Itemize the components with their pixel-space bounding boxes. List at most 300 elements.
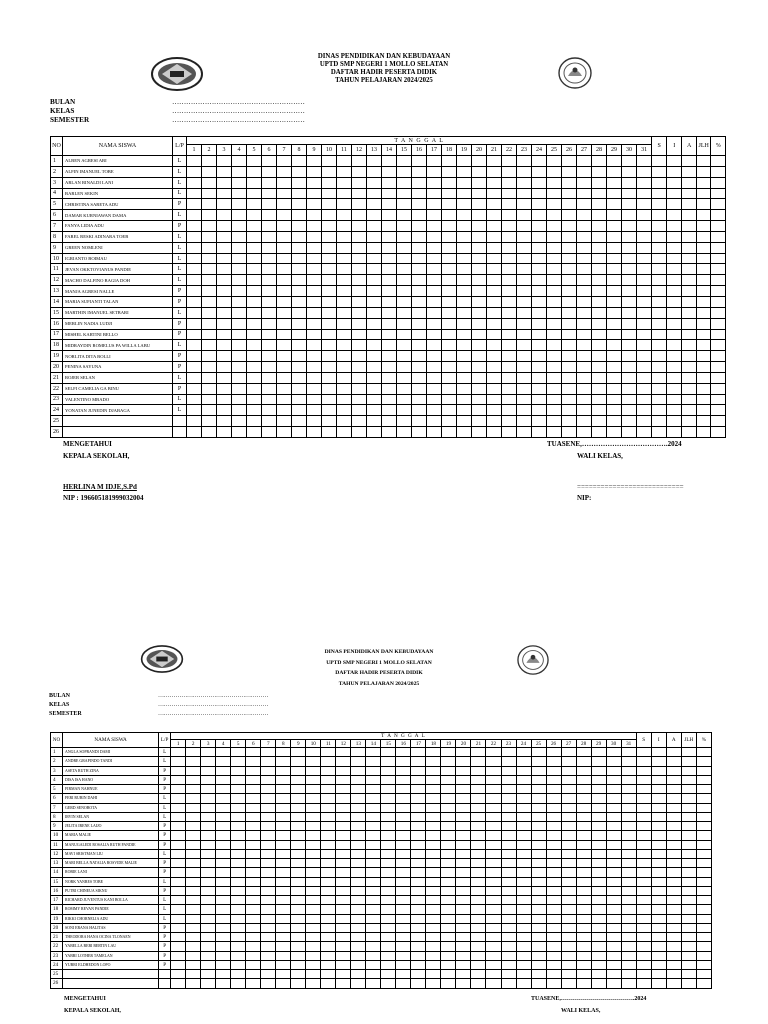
- attendance-cell[interactable]: [381, 960, 396, 969]
- attendance-cell[interactable]: [501, 951, 516, 960]
- attendance-cell[interactable]: [186, 942, 201, 951]
- attendance-cell[interactable]: [291, 923, 306, 932]
- attendance-cell[interactable]: [292, 296, 307, 307]
- summary-i-cell[interactable]: [667, 221, 682, 232]
- summary-i-cell[interactable]: [651, 970, 666, 979]
- summary-a-cell[interactable]: [666, 942, 681, 951]
- attendance-cell[interactable]: [337, 427, 352, 438]
- summary-s-cell[interactable]: [652, 351, 667, 362]
- attendance-cell[interactable]: [621, 775, 636, 784]
- attendance-cell[interactable]: [367, 329, 382, 340]
- summary-a-cell[interactable]: [666, 979, 681, 988]
- attendance-cell[interactable]: [382, 286, 397, 297]
- attendance-cell[interactable]: [396, 859, 411, 868]
- attendance-cell[interactable]: [276, 794, 291, 803]
- attendance-cell[interactable]: [202, 253, 217, 264]
- attendance-cell[interactable]: [231, 905, 246, 914]
- attendance-cell[interactable]: [366, 766, 381, 775]
- summary-pct-cell[interactable]: [711, 264, 726, 275]
- summary-i-cell[interactable]: [667, 156, 682, 167]
- attendance-cell[interactable]: [276, 960, 291, 969]
- attendance-cell[interactable]: [457, 405, 472, 416]
- attendance-cell[interactable]: [202, 177, 217, 188]
- attendance-cell[interactable]: [322, 329, 337, 340]
- attendance-cell[interactable]: [547, 296, 562, 307]
- attendance-cell[interactable]: [456, 849, 471, 858]
- attendance-cell[interactable]: [411, 812, 426, 821]
- attendance-cell[interactable]: [547, 329, 562, 340]
- attendance-cell[interactable]: [382, 329, 397, 340]
- attendance-cell[interactable]: [577, 307, 592, 318]
- attendance-cell[interactable]: [187, 188, 202, 199]
- attendance-cell[interactable]: [516, 886, 531, 895]
- attendance-cell[interactable]: [456, 933, 471, 942]
- attendance-cell[interactable]: [277, 351, 292, 362]
- attendance-cell[interactable]: [307, 177, 322, 188]
- attendance-cell[interactable]: [171, 831, 186, 840]
- attendance-cell[interactable]: [321, 757, 336, 766]
- attendance-cell[interactable]: [606, 757, 621, 766]
- attendance-cell[interactable]: [291, 794, 306, 803]
- attendance-cell[interactable]: [276, 896, 291, 905]
- attendance-cell[interactable]: [606, 877, 621, 886]
- attendance-cell[interactable]: [202, 296, 217, 307]
- attendance-cell[interactable]: [637, 362, 652, 373]
- attendance-cell[interactable]: [487, 210, 502, 221]
- attendance-cell[interactable]: [621, 785, 636, 794]
- attendance-cell[interactable]: [291, 896, 306, 905]
- attendance-cell[interactable]: [231, 766, 246, 775]
- summary-jlh-cell[interactable]: [697, 253, 711, 264]
- attendance-cell[interactable]: [592, 405, 607, 416]
- summary-jlh-cell[interactable]: [681, 812, 696, 821]
- attendance-cell[interactable]: [366, 785, 381, 794]
- attendance-cell[interactable]: [547, 264, 562, 275]
- attendance-cell[interactable]: [441, 951, 456, 960]
- attendance-cell[interactable]: [532, 275, 547, 286]
- attendance-cell[interactable]: [337, 188, 352, 199]
- attendance-cell[interactable]: [292, 405, 307, 416]
- attendance-cell[interactable]: [231, 840, 246, 849]
- attendance-cell[interactable]: [396, 831, 411, 840]
- summary-i-cell[interactable]: [651, 775, 666, 784]
- attendance-cell[interactable]: [517, 416, 532, 427]
- attendance-cell[interactable]: [486, 868, 501, 877]
- attendance-cell[interactable]: [412, 351, 427, 362]
- attendance-cell[interactable]: [621, 979, 636, 988]
- attendance-cell[interactable]: [277, 275, 292, 286]
- attendance-cell[interactable]: [322, 275, 337, 286]
- attendance-cell[interactable]: [381, 766, 396, 775]
- attendance-cell[interactable]: [426, 840, 441, 849]
- attendance-cell[interactable]: [367, 264, 382, 275]
- attendance-cell[interactable]: [217, 188, 232, 199]
- attendance-cell[interactable]: [591, 877, 606, 886]
- attendance-cell[interactable]: [637, 394, 652, 405]
- attendance-cell[interactable]: [486, 766, 501, 775]
- attendance-cell[interactable]: [232, 405, 247, 416]
- attendance-cell[interactable]: [576, 766, 591, 775]
- summary-i-cell[interactable]: [651, 923, 666, 932]
- attendance-cell[interactable]: [411, 803, 426, 812]
- attendance-cell[interactable]: [231, 914, 246, 923]
- summary-i-cell[interactable]: [651, 757, 666, 766]
- attendance-cell[interactable]: [502, 199, 517, 210]
- attendance-cell[interactable]: [622, 296, 637, 307]
- attendance-cell[interactable]: [382, 340, 397, 351]
- summary-s-cell[interactable]: [652, 296, 667, 307]
- attendance-cell[interactable]: [322, 156, 337, 167]
- attendance-cell[interactable]: [396, 794, 411, 803]
- attendance-cell[interactable]: [456, 859, 471, 868]
- attendance-cell[interactable]: [411, 859, 426, 868]
- attendance-cell[interactable]: [502, 221, 517, 232]
- attendance-cell[interactable]: [622, 351, 637, 362]
- attendance-cell[interactable]: [321, 831, 336, 840]
- attendance-cell[interactable]: [322, 177, 337, 188]
- attendance-cell[interactable]: [621, 831, 636, 840]
- attendance-cell[interactable]: [546, 979, 561, 988]
- attendance-cell[interactable]: [486, 757, 501, 766]
- attendance-cell[interactable]: [397, 286, 412, 297]
- attendance-cell[interactable]: [546, 923, 561, 932]
- summary-i-cell[interactable]: [667, 242, 682, 253]
- attendance-cell[interactable]: [292, 156, 307, 167]
- attendance-cell[interactable]: [396, 822, 411, 831]
- attendance-cell[interactable]: [202, 318, 217, 329]
- attendance-cell[interactable]: [261, 859, 276, 868]
- attendance-cell[interactable]: [456, 905, 471, 914]
- attendance-cell[interactable]: [607, 383, 622, 394]
- attendance-cell[interactable]: [322, 253, 337, 264]
- attendance-cell[interactable]: [577, 351, 592, 362]
- attendance-cell[interactable]: [186, 803, 201, 812]
- attendance-cell[interactable]: [591, 951, 606, 960]
- attendance-cell[interactable]: [291, 812, 306, 821]
- attendance-cell[interactable]: [291, 942, 306, 951]
- attendance-cell[interactable]: [472, 210, 487, 221]
- attendance-cell[interactable]: [231, 942, 246, 951]
- attendance-cell[interactable]: [321, 849, 336, 858]
- attendance-cell[interactable]: [321, 822, 336, 831]
- attendance-cell[interactable]: [427, 394, 442, 405]
- attendance-cell[interactable]: [216, 803, 231, 812]
- attendance-cell[interactable]: [501, 859, 516, 868]
- attendance-cell[interactable]: [292, 427, 307, 438]
- attendance-cell[interactable]: [397, 296, 412, 307]
- attendance-cell[interactable]: [577, 427, 592, 438]
- attendance-cell[interactable]: [607, 405, 622, 416]
- attendance-cell[interactable]: [546, 757, 561, 766]
- attendance-cell[interactable]: [232, 394, 247, 405]
- attendance-cell[interactable]: [592, 264, 607, 275]
- attendance-cell[interactable]: [426, 831, 441, 840]
- summary-jlh-cell[interactable]: [681, 748, 696, 757]
- summary-s-cell[interactable]: [652, 405, 667, 416]
- attendance-cell[interactable]: [396, 896, 411, 905]
- attendance-cell[interactable]: [217, 199, 232, 210]
- attendance-cell[interactable]: [576, 923, 591, 932]
- attendance-cell[interactable]: [532, 394, 547, 405]
- attendance-cell[interactable]: [262, 253, 277, 264]
- attendance-cell[interactable]: [276, 923, 291, 932]
- attendance-cell[interactable]: [576, 794, 591, 803]
- attendance-cell[interactable]: [501, 923, 516, 932]
- attendance-cell[interactable]: [532, 253, 547, 264]
- attendance-cell[interactable]: [276, 812, 291, 821]
- attendance-cell[interactable]: [546, 785, 561, 794]
- attendance-cell[interactable]: [336, 979, 351, 988]
- attendance-cell[interactable]: [171, 849, 186, 858]
- attendance-cell[interactable]: [471, 905, 486, 914]
- attendance-cell[interactable]: [217, 166, 232, 177]
- attendance-cell[interactable]: [202, 210, 217, 221]
- attendance-cell[interactable]: [427, 427, 442, 438]
- attendance-cell[interactable]: [577, 329, 592, 340]
- attendance-cell[interactable]: [381, 840, 396, 849]
- summary-jlh-cell[interactable]: [697, 340, 711, 351]
- attendance-cell[interactable]: [486, 960, 501, 969]
- attendance-cell[interactable]: [622, 199, 637, 210]
- attendance-cell[interactable]: [532, 383, 547, 394]
- attendance-cell[interactable]: [427, 372, 442, 383]
- attendance-cell[interactable]: [337, 221, 352, 232]
- summary-pct-cell[interactable]: [696, 803, 711, 812]
- attendance-cell[interactable]: [291, 831, 306, 840]
- attendance-cell[interactable]: [217, 362, 232, 373]
- attendance-cell[interactable]: [517, 329, 532, 340]
- attendance-cell[interactable]: [381, 803, 396, 812]
- attendance-cell[interactable]: [292, 275, 307, 286]
- summary-s-cell[interactable]: [652, 307, 667, 318]
- attendance-cell[interactable]: [411, 822, 426, 831]
- attendance-cell[interactable]: [336, 868, 351, 877]
- attendance-cell[interactable]: [412, 427, 427, 438]
- summary-pct-cell[interactable]: [696, 757, 711, 766]
- summary-jlh-cell[interactable]: [697, 221, 711, 232]
- attendance-cell[interactable]: [337, 231, 352, 242]
- attendance-cell[interactable]: [456, 886, 471, 895]
- attendance-cell[interactable]: [502, 318, 517, 329]
- attendance-cell[interactable]: [306, 951, 321, 960]
- attendance-cell[interactable]: [382, 253, 397, 264]
- attendance-cell[interactable]: [487, 427, 502, 438]
- attendance-cell[interactable]: [337, 296, 352, 307]
- attendance-cell[interactable]: [471, 868, 486, 877]
- attendance-cell[interactable]: [591, 979, 606, 988]
- attendance-cell[interactable]: [457, 221, 472, 232]
- summary-a-cell[interactable]: [682, 177, 697, 188]
- summary-s-cell[interactable]: [652, 166, 667, 177]
- summary-jlh-cell[interactable]: [681, 775, 696, 784]
- attendance-cell[interactable]: [516, 794, 531, 803]
- attendance-cell[interactable]: [246, 794, 261, 803]
- summary-pct-cell[interactable]: [696, 951, 711, 960]
- attendance-cell[interactable]: [291, 748, 306, 757]
- attendance-cell[interactable]: [321, 896, 336, 905]
- attendance-cell[interactable]: [201, 840, 216, 849]
- attendance-cell[interactable]: [352, 188, 367, 199]
- attendance-cell[interactable]: [352, 166, 367, 177]
- attendance-cell[interactable]: [351, 951, 366, 960]
- attendance-cell[interactable]: [307, 156, 322, 167]
- attendance-cell[interactable]: [397, 405, 412, 416]
- attendance-cell[interactable]: [367, 296, 382, 307]
- summary-s-cell[interactable]: [636, 868, 651, 877]
- summary-i-cell[interactable]: [651, 951, 666, 960]
- attendance-cell[interactable]: [247, 177, 262, 188]
- attendance-cell[interactable]: [621, 877, 636, 886]
- attendance-cell[interactable]: [367, 166, 382, 177]
- attendance-cell[interactable]: [426, 766, 441, 775]
- attendance-cell[interactable]: [532, 156, 547, 167]
- attendance-cell[interactable]: [471, 840, 486, 849]
- attendance-cell[interactable]: [501, 960, 516, 969]
- attendance-cell[interactable]: [307, 329, 322, 340]
- attendance-cell[interactable]: [291, 951, 306, 960]
- summary-a-cell[interactable]: [666, 868, 681, 877]
- attendance-cell[interactable]: [442, 242, 457, 253]
- attendance-cell[interactable]: [607, 210, 622, 221]
- attendance-cell[interactable]: [351, 877, 366, 886]
- attendance-cell[interactable]: [457, 307, 472, 318]
- attendance-cell[interactable]: [337, 405, 352, 416]
- attendance-cell[interactable]: [471, 757, 486, 766]
- attendance-cell[interactable]: [321, 748, 336, 757]
- summary-pct-cell[interactable]: [711, 221, 726, 232]
- attendance-cell[interactable]: [201, 757, 216, 766]
- attendance-cell[interactable]: [516, 757, 531, 766]
- attendance-cell[interactable]: [381, 886, 396, 895]
- attendance-cell[interactable]: [547, 166, 562, 177]
- attendance-cell[interactable]: [606, 822, 621, 831]
- attendance-cell[interactable]: [171, 886, 186, 895]
- attendance-cell[interactable]: [217, 296, 232, 307]
- attendance-cell[interactable]: [562, 340, 577, 351]
- attendance-cell[interactable]: [501, 748, 516, 757]
- attendance-cell[interactable]: [457, 362, 472, 373]
- attendance-cell[interactable]: [276, 970, 291, 979]
- attendance-cell[interactable]: [276, 933, 291, 942]
- attendance-cell[interactable]: [531, 803, 546, 812]
- attendance-cell[interactable]: [502, 372, 517, 383]
- attendance-cell[interactable]: [472, 188, 487, 199]
- attendance-cell[interactable]: [561, 775, 576, 784]
- attendance-cell[interactable]: [532, 296, 547, 307]
- attendance-cell[interactable]: [547, 275, 562, 286]
- attendance-cell[interactable]: [216, 960, 231, 969]
- attendance-cell[interactable]: [186, 794, 201, 803]
- summary-pct-cell[interactable]: [711, 307, 726, 318]
- attendance-cell[interactable]: [292, 383, 307, 394]
- attendance-cell[interactable]: [457, 166, 472, 177]
- attendance-cell[interactable]: [442, 329, 457, 340]
- attendance-cell[interactable]: [201, 942, 216, 951]
- attendance-cell[interactable]: [441, 849, 456, 858]
- attendance-cell[interactable]: [171, 840, 186, 849]
- attendance-cell[interactable]: [186, 933, 201, 942]
- attendance-cell[interactable]: [397, 416, 412, 427]
- attendance-cell[interactable]: [231, 877, 246, 886]
- attendance-cell[interactable]: [427, 362, 442, 373]
- attendance-cell[interactable]: [246, 785, 261, 794]
- summary-s-cell[interactable]: [636, 951, 651, 960]
- attendance-cell[interactable]: [532, 242, 547, 253]
- summary-s-cell[interactable]: [636, 886, 651, 895]
- attendance-cell[interactable]: [622, 307, 637, 318]
- attendance-cell[interactable]: [502, 231, 517, 242]
- summary-jlh-cell[interactable]: [681, 933, 696, 942]
- summary-s-cell[interactable]: [636, 831, 651, 840]
- summary-i-cell[interactable]: [667, 372, 682, 383]
- attendance-cell[interactable]: [202, 231, 217, 242]
- attendance-cell[interactable]: [576, 942, 591, 951]
- attendance-cell[interactable]: [427, 177, 442, 188]
- attendance-cell[interactable]: [486, 785, 501, 794]
- attendance-cell[interactable]: [637, 199, 652, 210]
- attendance-cell[interactable]: [456, 748, 471, 757]
- summary-pct-cell[interactable]: [696, 877, 711, 886]
- attendance-cell[interactable]: [232, 166, 247, 177]
- attendance-cell[interactable]: [546, 868, 561, 877]
- attendance-cell[interactable]: [247, 199, 262, 210]
- attendance-cell[interactable]: [531, 877, 546, 886]
- summary-i-cell[interactable]: [651, 794, 666, 803]
- summary-i-cell[interactable]: [667, 416, 682, 427]
- summary-pct-cell[interactable]: [696, 849, 711, 858]
- attendance-cell[interactable]: [202, 416, 217, 427]
- attendance-cell[interactable]: [591, 831, 606, 840]
- attendance-cell[interactable]: [216, 896, 231, 905]
- attendance-cell[interactable]: [471, 951, 486, 960]
- attendance-cell[interactable]: [441, 859, 456, 868]
- attendance-cell[interactable]: [217, 340, 232, 351]
- attendance-cell[interactable]: [322, 383, 337, 394]
- attendance-cell[interactable]: [592, 427, 607, 438]
- attendance-cell[interactable]: [291, 886, 306, 895]
- attendance-cell[interactable]: [516, 942, 531, 951]
- attendance-cell[interactable]: [607, 275, 622, 286]
- attendance-cell[interactable]: [247, 210, 262, 221]
- attendance-cell[interactable]: [622, 188, 637, 199]
- summary-pct-cell[interactable]: [711, 199, 726, 210]
- attendance-cell[interactable]: [486, 951, 501, 960]
- attendance-cell[interactable]: [321, 785, 336, 794]
- attendance-cell[interactable]: [276, 785, 291, 794]
- attendance-cell[interactable]: [562, 221, 577, 232]
- attendance-cell[interactable]: [247, 242, 262, 253]
- attendance-cell[interactable]: [306, 877, 321, 886]
- attendance-cell[interactable]: [352, 253, 367, 264]
- attendance-cell[interactable]: [366, 840, 381, 849]
- attendance-cell[interactable]: [427, 351, 442, 362]
- attendance-cell[interactable]: [337, 242, 352, 253]
- attendance-cell[interactable]: [382, 166, 397, 177]
- attendance-cell[interactable]: [397, 427, 412, 438]
- attendance-cell[interactable]: [216, 933, 231, 942]
- attendance-cell[interactable]: [262, 383, 277, 394]
- attendance-cell[interactable]: [262, 329, 277, 340]
- attendance-cell[interactable]: [471, 794, 486, 803]
- attendance-cell[interactable]: [531, 970, 546, 979]
- attendance-cell[interactable]: [442, 264, 457, 275]
- attendance-cell[interactable]: [366, 868, 381, 877]
- attendance-cell[interactable]: [307, 351, 322, 362]
- attendance-cell[interactable]: [411, 757, 426, 766]
- attendance-cell[interactable]: [606, 794, 621, 803]
- attendance-cell[interactable]: [246, 775, 261, 784]
- attendance-cell[interactable]: [501, 794, 516, 803]
